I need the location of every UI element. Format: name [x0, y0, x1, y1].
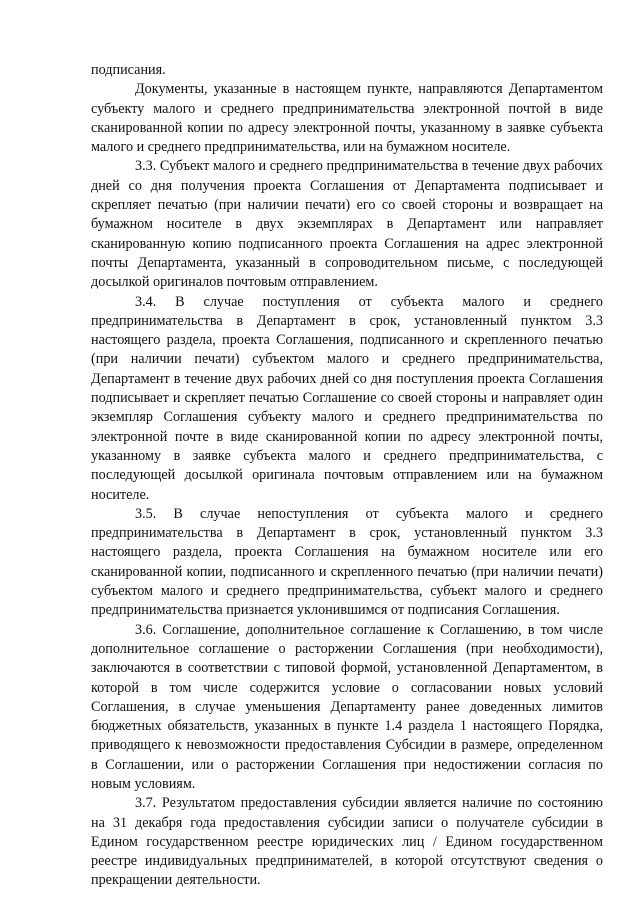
paragraph-3-4: 3.4. В случае поступления от субъекта малого и среднего предпринимательства в Департамент в срок, установленный пунктом 3.3 настоящего раздела, проекта Соглашения, подписанного и скрепленного печатью (при наличии печати) субъектом малого и среднего предпринимательства, Департамент в течение двух рабочих дней со дня поступления проекта Соглашения подписывает и скрепляет печатью Соглашение со своей стороны и направляет один экземпляр Соглашения субъекту малого и среднего предпринимательства по электронной почте в виде сканированной копии по адресу электронной почты, указанному в заявке субъекта малого и среднего предпринимательства, с последующей досылкой оригинала почтовым отправлением или на бумажном носителе.: [91, 293, 603, 503]
paragraph-3-6: 3.6. Соглашение, дополнительное соглашение к Соглашению, в том числе дополнительное соглашение о расторжении Соглашения (при необходимости), заключаются в соответствии с типовой формой, установленной Департаментом, в которой в том числе содержится условие о согласовании новых условий Соглашения, в случае уменьшения Департаменту ранее доведенных лимитов бюджетных обязательств, указанных в пункте 1.4 раздела 1 настоящего Порядка, приводящего к невозможности предоставления Субсидии в размере, определенном в Соглашении, или о расторжении Соглашения при недостижении согласия по новым условиям.: [91, 621, 603, 792]
paragraph-3-7: 3.7. Результатом предоставления субсидии является наличие по состоянию на 31 декабря года предоставления субсидии записи о получателе субсидии в Едином государственном реестре юридических лиц / Едином государственном реестре индивидуальных предпринимателей, в которой отсутствуют сведения о прекращении деятельности.: [91, 795, 603, 889]
paragraph-3-3: 3.3. Субъект малого и среднего предпринимательства в течение двух рабочих дней со дня получения проекта Соглашения от Департамента подписывает и скрепляет печатью (при наличии печати) его со своей стороны и возвращает на бумажном носителе в двух экземплярах в Департамент или направляет сканированную копию подписанного проекта Соглашения на адрес электронной почты Департамента, указанный в сопроводительном письме, с последующей досылкой оригиналов почтовым отправлением.: [91, 158, 603, 291]
paragraph-documents-delivery: Документы, указанные в настоящем пункте, направляются Департаментом субъекту малого и среднего предпринимательства электронной почтой в виде сканированной копии по адресу электронной почты, указанному в заявке субъекта малого и среднего предпринимательства, или на бумажном носителе.: [91, 81, 603, 156]
paragraph-continuation: подписания.: [91, 62, 166, 78]
paragraph-3-5: 3.5. В случае непоступления от субъекта малого и среднего предпринимательства в Департамент в срок, установленный пунктом 3.3 настоящего раздела, проекта Соглашения на бумажном носителе или его сканированной копии, подписанного и скрепленного печатью (при наличии печати) субъектом малого и среднего предпринимательства, субъект малого и среднего предпринимательства признается уклонившимся от подписания Соглашения.: [91, 505, 603, 619]
document-page: [91, 61, 603, 891]
